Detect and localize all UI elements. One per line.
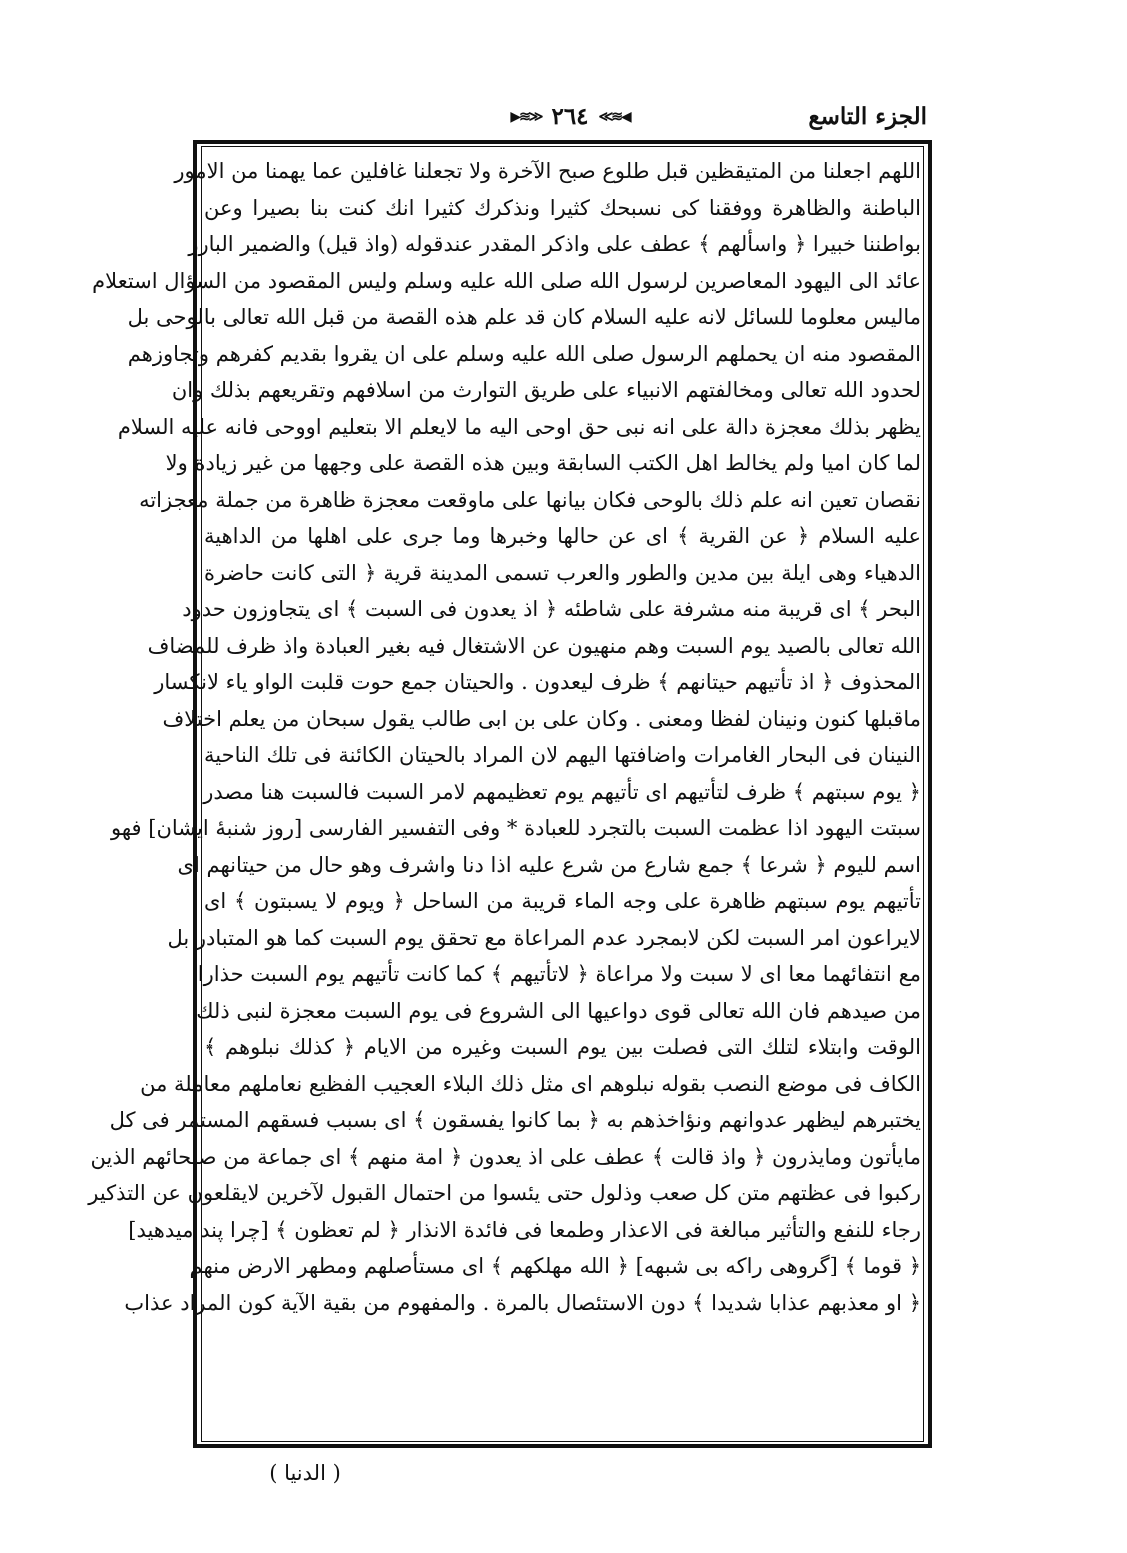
text-line: الوقت وابتلاء لتلك التى فصلت بين يوم السبت وغيره من الايام ﴿ كذلك نبلوهم ﴾ — [204, 1035, 921, 1059]
text-line: المحذوف ﴿ اذ تأتيهم حيتانهم ﴾ ظرف ليعدون . والحيتان جمع حوت قلبت الواو ياء لانكسار — [154, 670, 921, 694]
text-line: عائد الى اليهود المعاصرين لرسول الله صلى الله عليه وسلم وليس المقصود من السؤال استعلام — [92, 268, 921, 293]
text-line: النينان فى البحار الغامرات واضافتها اليهم لان المراد بالحيتان الكائنة فى تلك الناحية — [204, 743, 921, 767]
text-line: سبتت اليهود اذا عظمت السبت بالتجرد للعبادة * وفى التفسير الفارسى [روز شنبهٔ ايشان] فهو — [111, 816, 921, 840]
text-line: نقصان تعين انه علم ذلك بالوحى فكان بيانها على ماوقعت معجزة ظاهرة من جملة معجزاته — [139, 487, 921, 512]
text-line: الدهياء وهى ايلة بين مدين والطور والعرب تسمى المدينة قرية ﴿ التى كانت حاضرة — [204, 560, 921, 585]
ornament-right-icon: ◀≋≫ — [598, 109, 630, 125]
catchword: ( الدنيا ) — [269, 1461, 341, 1485]
text-line: عليه السلام ﴿ عن القرية ﴾ اى عن حالها وخبرها وما جرى على اهلها من الداهية — [204, 524, 921, 548]
ornament-left-icon: ≪≋▶ — [510, 109, 542, 125]
page-number: ٢٦٤ — [551, 103, 589, 130]
volume-title: الجزء التاسع — [808, 103, 927, 130]
text-line: الباطنة والظاهرة ووفقنا كى نسبحك كثيرا ونذكرك كثيرا انك كنت بنا بصيرا وعن — [204, 195, 921, 220]
text-line: مع انتفائهما معا اى لا سبت ولا مراعاة ﴿ لاتأتيهم ﴾ كما كانت تأتيهم يوم السبت حذارا — [197, 962, 921, 986]
text-line: ماقبلها كنون ونينان لفظا ومعنى . وكان على بن ابى طالب يقول سبحان من يعلم اختلاف — [162, 706, 921, 731]
text-line: بواطننا خبيرا ﴿ واسألهم ﴾ عطف على واذكر المقدر عندقوله (واذ قيل) والضمير البارز — [188, 232, 921, 256]
text-line: ﴿ قوما ﴾ [گروهى راكه بى شبهه] ﴿ الله مهلكهم ﴾ اى مستأصلهم ومطهر الارض منهم — [189, 1254, 921, 1278]
text-line: يظهر بذلك معجزة دالة على انه نبى حق اوحى اليه ما لايعلم الا بتعليم اووحى فانه عليه السلام — [117, 414, 921, 439]
text-line: تأتيهم يوم سبتهم ظاهرة على وجه الماء قريبة من الساحل ﴿ ويوم لا يسبتون ﴾ اى — [204, 889, 921, 913]
text-line: مايأتون ومايذرون ﴿ واذ قالت ﴾ عطف على اذ يعدون ﴿ امة منهم ﴾ اى جماعة من صلحائهم الذين — [90, 1144, 921, 1169]
text-line: لايراعون امر السبت لكن لابمجرد عدم المراعاة مع تحقق يوم السبت كما هو المتبادر بل — [167, 925, 921, 950]
text-line: اللهم اجعلنا من المتيقظين قبل طلوع صبح الآخرة ولا تجعلنا غافلين عما يهمنا من الامور — [174, 159, 921, 183]
main-text-block — [88, 153, 921, 1440]
text-line: ماليس معلوما للسائل لانه عليه السلام كان قد علم هذه القصة من قبل الله تعالى بالوحى بل — [127, 305, 921, 329]
text-line: اسم لليوم ﴿ شرعا ﴾ جمع شارع من شرع عليه اذا دنا واشرف وهو حال من حيتانهم اى — [177, 852, 921, 877]
text-line: لحدود الله تعالى ومخالفتهم الانبياء على طريق التوارث من اسلافهم وتقريعهم بذلك وان — [171, 378, 921, 402]
text-line: المقصود منه ان يحملهم الرسول صلى الله عليه وسلم على ان يقروا بقديم كفرهم وتجاوزهم — [127, 341, 921, 366]
text-line: من صيدهم فان الله تعالى قوى دواعيها الى الشروع فى يوم السبت معجزة لنبى ذلك — [196, 998, 921, 1023]
text-line: رجاء للنفع والتأثير مبالغة فى الاعذار وطمعا فى فائدة الانذار ﴿ لم تعظون ﴾ [چرا پند ميدهيد] — [128, 1217, 921, 1242]
text-line: ﴿ او معذبهم عذابا شديدا ﴾ دون الاستئصال بالمرة . والمفهوم من بقية الآية كون المراد عذاب — [124, 1290, 921, 1315]
text-line: ﴿ يوم سبتهم ﴾ ظرف لتأتيهم اى تأتيهم يوم تعظيمهم لامر السبت فالسبت هنا مصدر — [203, 779, 921, 804]
page-number-header — [470, 100, 670, 134]
text-line: لما كان اميا ولم يخالط اهل الكتب السابقة وبين هذه القصة على وجهها من غير زيادة ولا — [165, 451, 921, 475]
text-line: الكاف فى موضع النصب بقوله نبلوهم اى مثل ذلك البلاء العجيب الفظيع نعاملهم معاملة من — [140, 1071, 921, 1096]
text-line: الله تعالى بالصيد يوم السبت وهم منهيون عن الاشتغال فيه بغير العبادة واذ ظرف للمضاف — [147, 633, 921, 658]
text-line: يختبرهم ليظهر عدوانهم ونؤاخذهم به ﴿ بما كانوا يفسقون ﴾ اى بسبب فسقهم المستمر فى كل — [109, 1108, 921, 1132]
text-line: البحر ﴾ اى قريبة منه مشرفة على شاطئه ﴿ اذ يعدون فى السبت ﴾ اى يتجاوزون حدود — [182, 597, 921, 621]
text-line: ركبوا فى عظتهم متن كل صعب وذلول حتى يئسوا من احتمال القبول لآخرين لايقلعون عن التذكير — [88, 1181, 921, 1205]
